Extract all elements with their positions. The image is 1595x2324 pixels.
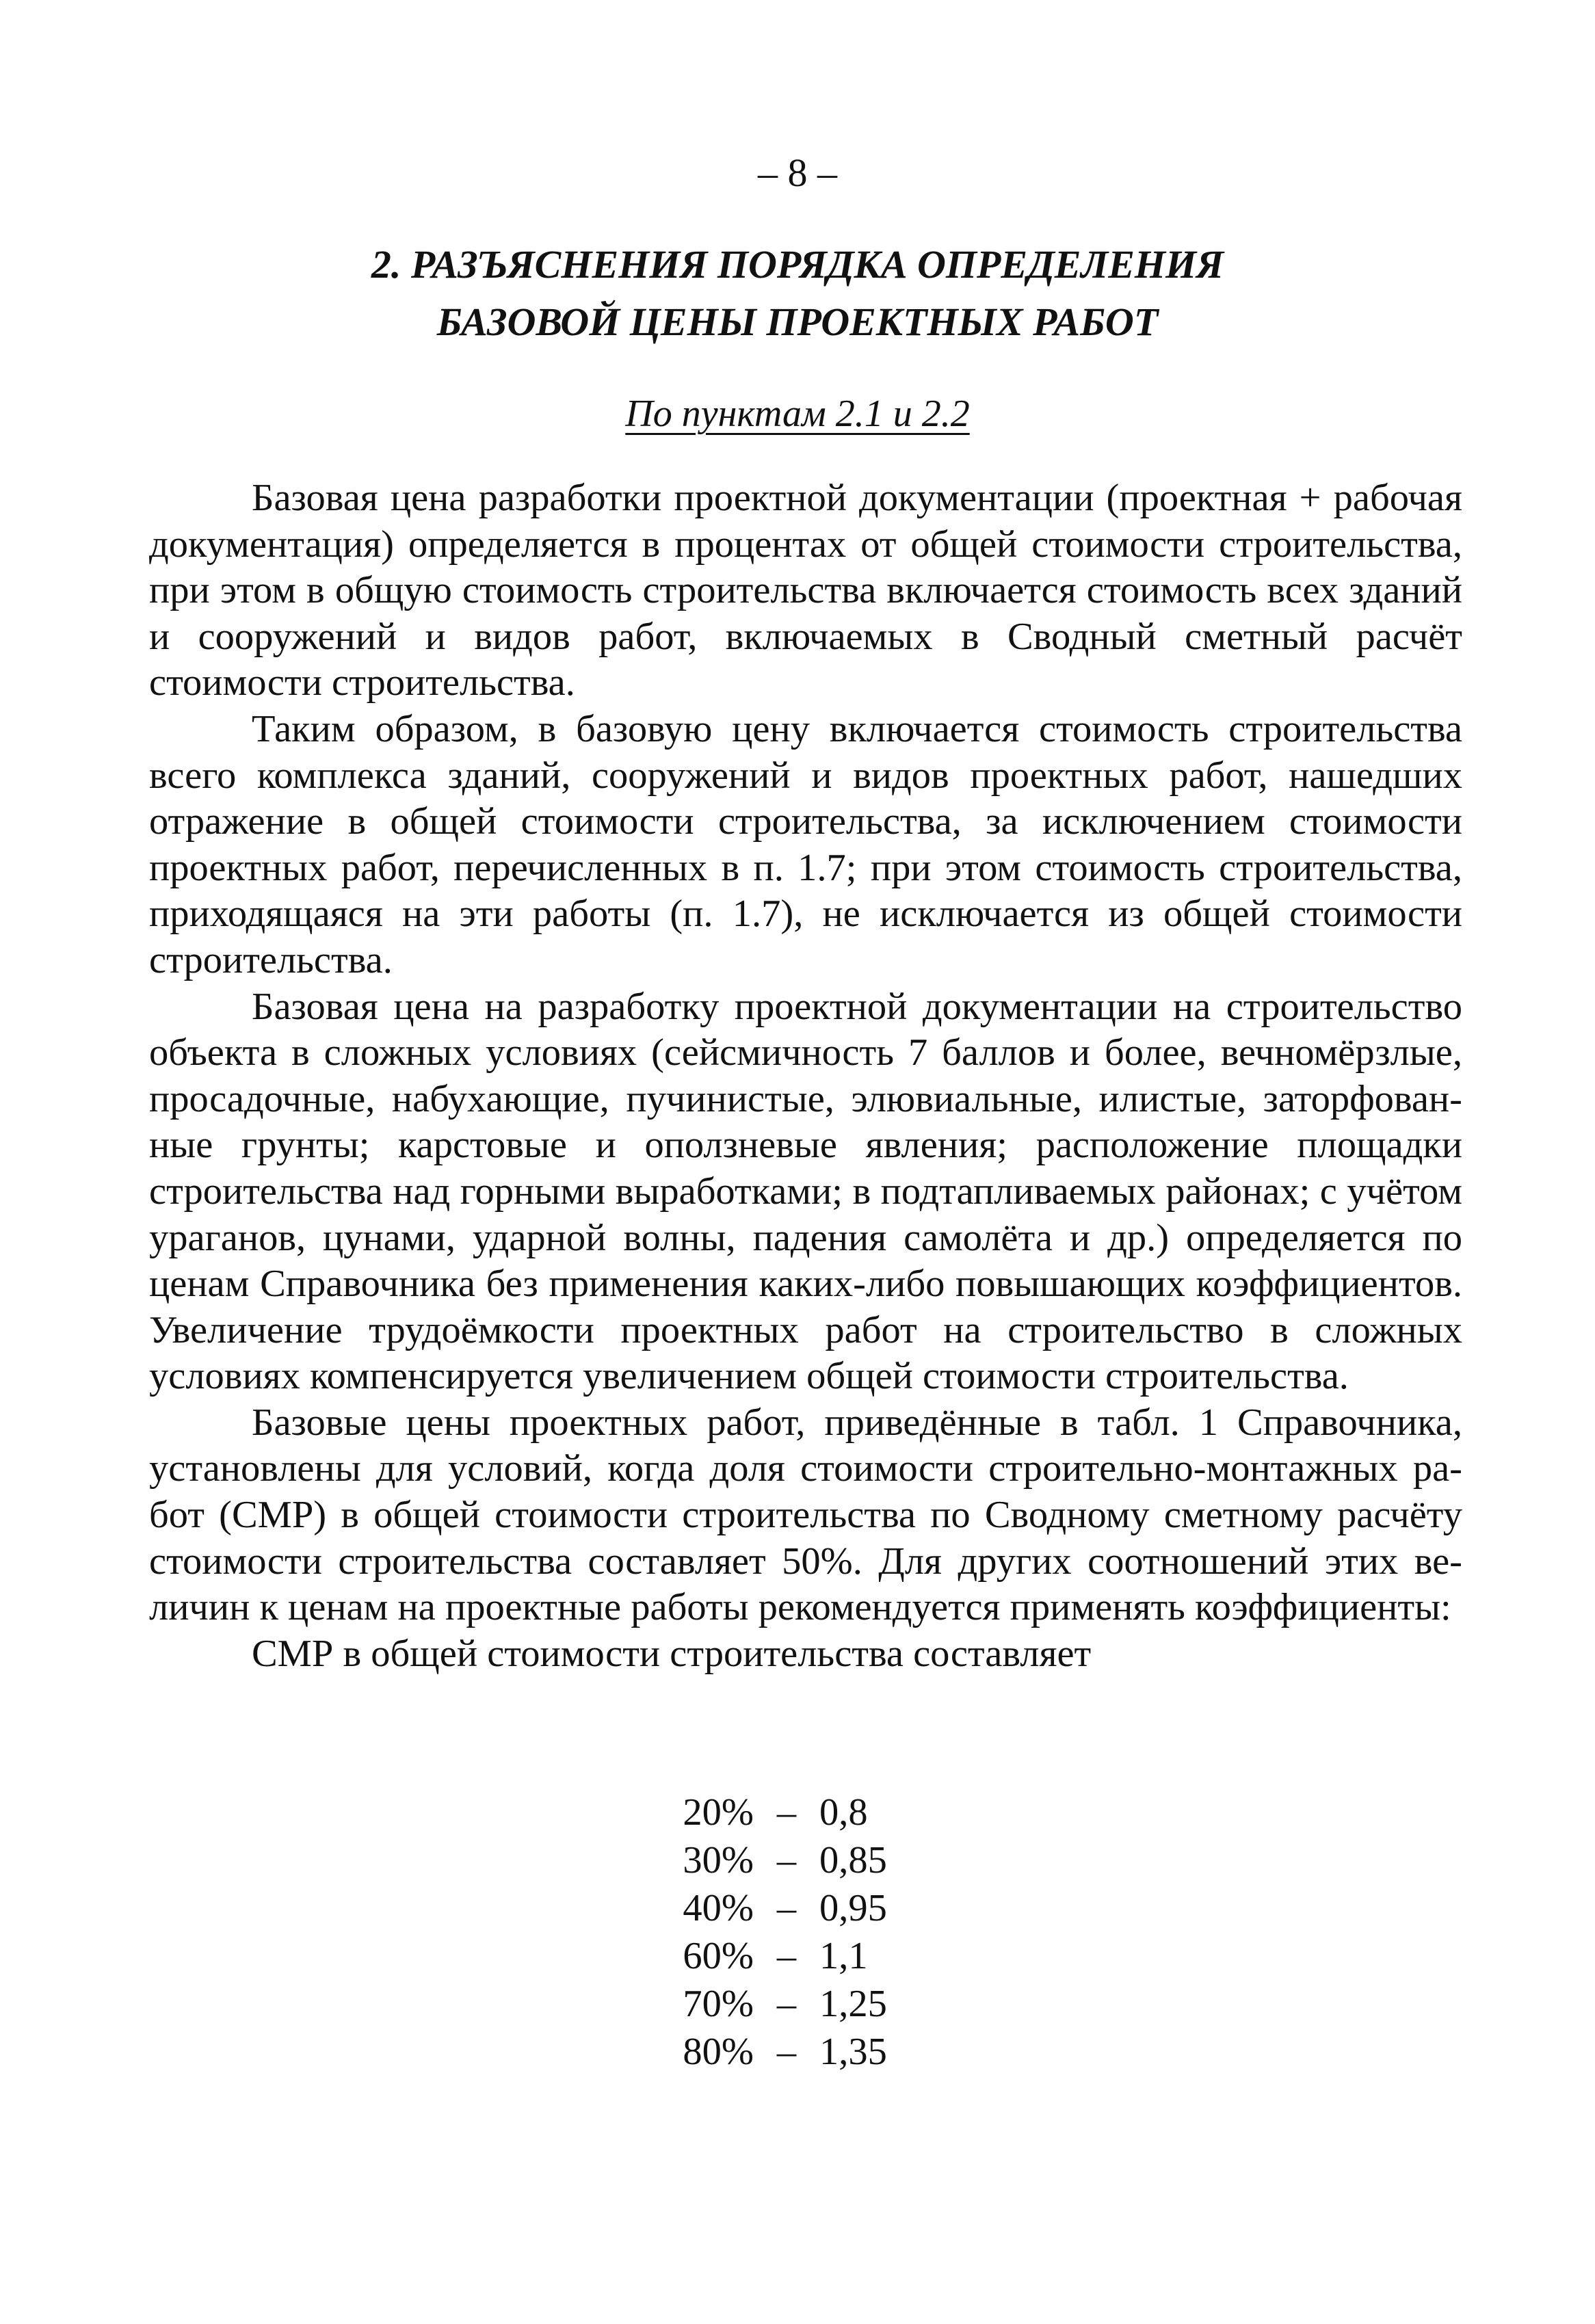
section-heading-line-1: 2. РАЗЪЯСНЕНИЯ ПОРЯДКА ОПРЕДЕЛЕНИЯ (371, 242, 1224, 287)
coefficient-row (677, 1884, 951, 1932)
coefficient-share: 70% (683, 1983, 754, 2025)
coefficient-value: 0,85 (819, 1839, 887, 1881)
coefficient-dash: – (776, 1791, 797, 1834)
coefficient-row (677, 2028, 951, 2076)
coefficient-dash: – (776, 1935, 797, 1977)
coefficient-share: 30% (683, 1839, 754, 1881)
coefficient-value: 0,8 (819, 1791, 868, 1834)
coefficient-table (677, 1788, 951, 2076)
table-intro: СМР в общей стоимости строительства составляет (252, 1632, 1092, 1675)
coefficient-share: 20% (683, 1791, 754, 1834)
coefficient-share: 40% (683, 1887, 754, 1929)
subheading (0, 390, 1595, 438)
coefficient-row (677, 1980, 951, 2028)
coefficient-row (677, 1836, 951, 1884)
section-heading (0, 236, 1595, 351)
coefficient-row (677, 1932, 951, 1980)
paragraph-4: Базовые цены проектных работ, приведённые в табл. 1 Справочника, установлены для условий, когда доля стоимости строительно-монтажных работ (СМР) в общей стоимости строительства по Сводному сметному расчёту стоимости строительства составляет 50%. Для других соотношений этих величин к ценам на проектные работы рекомендуется применять коэффициенты: (149, 1401, 1462, 1629)
coefficient-dash: – (776, 1887, 797, 1929)
coefficient-value: 1,35 (819, 2031, 887, 2073)
coefficient-dash: – (776, 1983, 797, 2025)
coefficient-share: 80% (683, 2031, 754, 2073)
coefficient-value: 1,25 (819, 1983, 887, 2025)
coefficient-row (677, 1788, 951, 1836)
body-text (149, 475, 1462, 1677)
paragraph-1: Базовая цена разработки проектной документации (проектная + рабочая документация) определяется в процентах от общей стоимости строительства, при этом в общую стоимость строительства включается стоимость всех зданий и сооружений и видов работ, включаемых в Сводный сметный расчёт стоимости строительства. (149, 477, 1462, 704)
paragraph-3: Базовая цена на разработку проектной документации на строительство объекта в сложных условиях (сейсмичность 7 баллов и более, вечномёрзлые, просадочные, набухающие, пучинистые, элювиальные, илистые, заторфованные грунты; карстовые и оползневые явления; расположение площадки строительства над горными выработками; в подтапливаемых районах; с учётом ураганов, цунами, ударной волны, падения самолёта и др.) определяется по ценам Справочника без применения каких-либо повышающих коэффициентов. Увеличение трудоёмкости проектных работ на строительство в сложных условиях компенсируется увеличением общей стоимости строительства. (149, 985, 1462, 1398)
coefficient-dash: – (776, 2031, 797, 2073)
coefficient-value: 0,95 (819, 1887, 887, 1929)
page-number: – 8 – (758, 150, 837, 195)
section-heading-line-2: БАЗОВОЙ ЦЕНЫ ПРОЕКТНЫХ РАБОТ (436, 300, 1159, 344)
coefficient-dash: – (776, 1839, 797, 1881)
paragraph-2: Таким образом, в базовую цену включается стоимость строительства всего комплекса зданий, сооружений и видов проектных работ, нашедших отражение в общей стоимости строительства, за исключением стоимости проектных работ, перечисленных в п. 1.7; при этом стоимость строительства, приходящаяся на эти работы (п. 1.7), не исключается из общей стоимости строительства. (149, 707, 1462, 981)
subheading-text: По пунктам 2.1 и 2.2 (625, 393, 970, 435)
coefficient-value: 1,1 (819, 1935, 868, 1977)
coefficient-share: 60% (683, 1935, 754, 1977)
